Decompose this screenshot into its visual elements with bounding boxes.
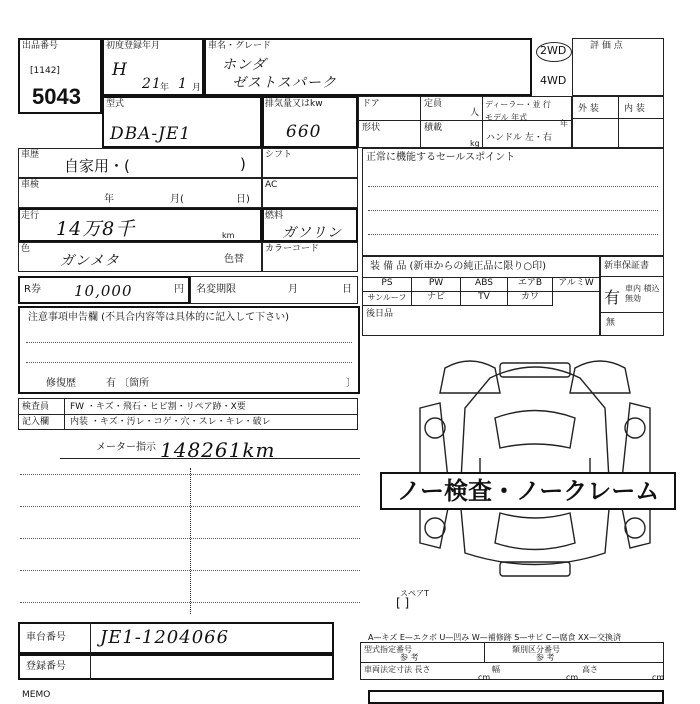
shaken-month: 月( — [170, 194, 184, 205]
handle-label: ハンドル 左・右 — [486, 133, 552, 143]
first-registration-month: 1 — [178, 76, 188, 92]
drive-2wd: 2WD — [540, 44, 567, 57]
first-registration-month-unit: 月 — [192, 83, 202, 93]
color-value: ガンメタ — [60, 253, 120, 269]
first-registration-label: 初度登録年月 — [106, 41, 161, 51]
inspector-label-2: 記入欄 — [22, 417, 50, 427]
lot-code: [1142] — [30, 66, 60, 76]
reg-expiry-label: 名変期限 — [196, 284, 236, 295]
capacity-unit: 人 — [470, 108, 480, 118]
equip-airbag: エアB — [507, 277, 553, 292]
history-label: 車歴 — [21, 150, 40, 160]
drive-4wd: 4WD — [540, 74, 567, 87]
ac-label: AC — [265, 180, 278, 190]
shape-label: 形状 — [362, 123, 381, 133]
equip-leather: カワ — [507, 291, 553, 306]
rating-label: 評 価 点 — [590, 41, 623, 51]
reg-expiry-month: 月 — [288, 284, 298, 295]
repair-value: 有 〔箇所 — [106, 378, 150, 389]
warranty-yes: 有 — [604, 288, 621, 307]
equip-abs: ABS — [460, 277, 508, 292]
classification-reference: 参 考 — [536, 653, 555, 662]
meter-label: メーター指示 — [96, 442, 156, 453]
spare-tire-bracket: [ ] — [396, 596, 410, 610]
shaken-day: 日) — [236, 194, 250, 205]
mileage-value: 14万8千 — [56, 218, 136, 240]
model-type-label: 型式指定番号 — [364, 645, 412, 654]
width-label: 幅 — [492, 665, 500, 674]
fuel-label: 燃料 — [265, 211, 284, 221]
lot-number: 5043 — [32, 84, 81, 109]
selling-points-label: 正常に機能するセールスポイント — [366, 152, 516, 163]
model: DBA-JE1 — [110, 124, 192, 144]
spare-tire-label: スペアT — [400, 589, 429, 598]
fuel-value: ガソリン — [282, 225, 342, 241]
mileage-unit: km — [222, 231, 235, 240]
no-inspection-no-claim-stamp: ノー検査・ノークレーム — [380, 472, 676, 510]
recycle-value: 10,000 — [74, 282, 133, 300]
capacity-label: 定員 — [424, 99, 443, 109]
classification-label: 類別区分番号 — [512, 645, 560, 654]
shaken-box — [18, 178, 262, 208]
shift-label: シフト — [265, 150, 293, 160]
color-change-label: 色替 — [224, 254, 244, 265]
model-label: 型式 — [106, 99, 125, 109]
length-label: 車両法定寸法 長さ — [364, 665, 431, 674]
bottom-frame — [368, 690, 664, 704]
door-label: ドア — [362, 99, 380, 109]
history-box — [18, 148, 262, 178]
dealer-label: ディーラー・並 行 — [485, 100, 551, 109]
color-code-label: カラーコード — [265, 244, 320, 254]
load-label: 積載 — [424, 123, 443, 133]
reg-expiry-day: 日 — [342, 284, 352, 295]
height-label: 高さ — [582, 665, 598, 674]
repair-close: 〕 — [346, 378, 356, 389]
width-unit: cm — [566, 673, 579, 682]
equip-tv: TV — [460, 291, 508, 306]
height-unit: cm — [652, 673, 665, 682]
warranty-yes-note: 車内 積込無効 — [625, 284, 660, 303]
shaken-label: 車検 — [21, 180, 40, 190]
load-unit: kg — [470, 139, 480, 148]
mileage-label: 走行 — [21, 211, 40, 221]
model-year-unit: 年 — [560, 119, 568, 128]
selling-points-box — [362, 148, 664, 256]
model-type-reference: 参 考 — [400, 653, 419, 662]
equip-navi: ナビ — [411, 291, 461, 306]
history-value: 自家用・( — [64, 157, 130, 175]
first-registration-era: H — [112, 60, 128, 80]
inspector-row-1: FW ・キズ・飛石・ヒビ割・リペア跡・X要 — [70, 402, 246, 412]
color-label: 色 — [21, 244, 31, 254]
car-damage-diagram — [400, 348, 670, 588]
car-name: ホンダ — [222, 57, 267, 73]
recycle-label: R券 — [24, 284, 41, 295]
exterior-label: 外 装 — [578, 104, 599, 114]
car-name-label: 車名・グレード — [208, 41, 272, 51]
displacement: 660 — [286, 122, 322, 142]
warranty-title: 新車保証書 — [604, 261, 650, 271]
interior-label: 内 装 — [624, 104, 645, 114]
shaken-year: 年 — [104, 194, 114, 205]
chassis-value: JE1-1204066 — [100, 627, 230, 648]
equip-ps: PS — [362, 277, 412, 292]
meter-value: 148261km — [160, 438, 276, 462]
registration-number-label: 登録番号 — [26, 661, 66, 672]
recycle-unit: 円 — [174, 284, 184, 295]
notes-title: 注意事項申告欄 (不具合内容等は具体的に記入して下さい) — [28, 312, 289, 323]
equip-alloy: アルミW — [552, 277, 600, 292]
equip-sunroof: サンルーフ — [362, 291, 412, 306]
model-year-label: モデル 年式 — [485, 113, 528, 122]
inspector-row-2: 内装 ・キズ・汚レ・コゲ・穴・スレ・キレ・破レ — [70, 417, 271, 427]
equip-pw: PW — [411, 277, 461, 292]
warranty-no: 無 — [606, 318, 616, 328]
inspector-label-1: 検査員 — [22, 402, 50, 412]
repair-label: 修復歴 — [46, 378, 76, 389]
displacement-label: 排気量又はkw — [265, 99, 323, 109]
grade: ゼストスパーク — [232, 75, 337, 91]
lot-label: 出品番号 — [22, 41, 59, 51]
chassis-label: 車台番号 — [26, 632, 66, 643]
first-registration-year-unit: 年 — [160, 83, 170, 93]
first-registration-year: 21 — [142, 76, 162, 92]
damage-code-legend: A—キズ E—エクボ U—凹み W—補修跡 S—サビ C—腐食 XX—交換済 — [368, 633, 622, 642]
equipment-title: 装 備 品 (新車からの純正品に限り○印) — [370, 261, 547, 272]
history-close: ) — [240, 155, 246, 173]
aftermarket-label: 後日品 — [366, 309, 394, 319]
length-unit: cm — [478, 673, 491, 682]
memo-label: MEMO — [22, 690, 51, 700]
